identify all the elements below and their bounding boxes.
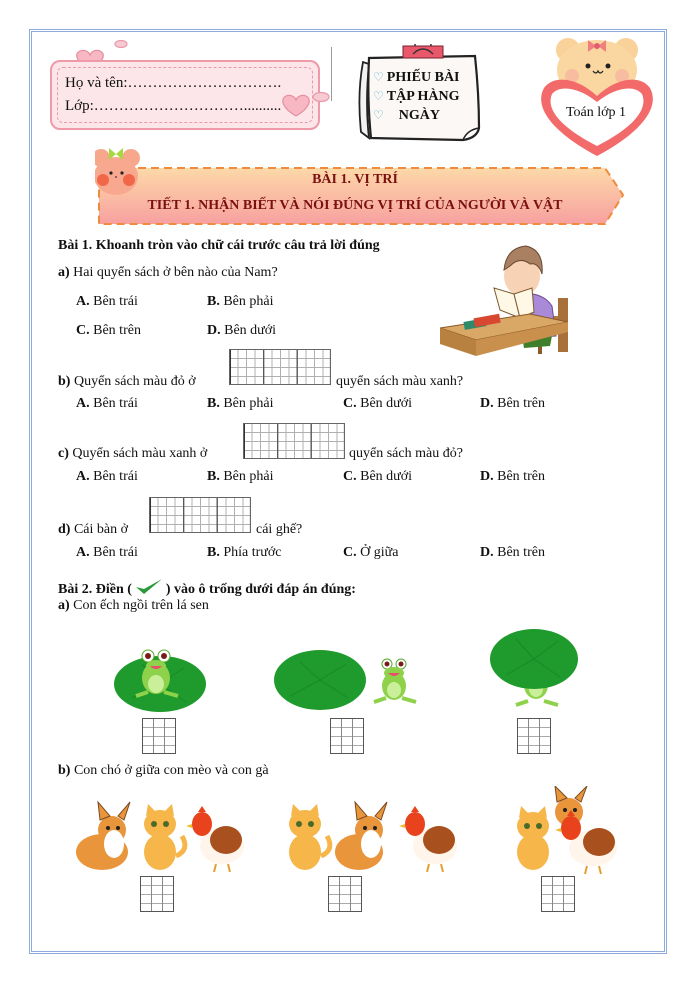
heart-outline-icon: ♡ <box>373 108 384 122</box>
option-text: Bên trái <box>93 545 138 560</box>
answer-grid-1d[interactable] <box>149 497 251 533</box>
note-line-2: TẬP HÀNG <box>386 89 460 104</box>
question-label: a) <box>58 265 70 280</box>
option-1d-D[interactable] <box>480 545 545 561</box>
option-1c-B[interactable] <box>207 469 274 485</box>
question-1a <box>58 265 278 281</box>
option-1d-C[interactable] <box>343 545 398 561</box>
question-text: Hai quyển sách ở bên nào của Nam? <box>73 265 278 280</box>
question-text: Cái bàn ở <box>73 522 129 537</box>
question-1d-after: cái ghế? <box>256 522 303 537</box>
heading-part: Bài 2. Điền ( <box>58 582 132 597</box>
answer-box-2b-3[interactable] <box>541 876 575 912</box>
option-letter: D. <box>480 396 494 411</box>
option-1d-B[interactable] <box>207 545 282 561</box>
lesson-title-banner <box>95 148 630 230</box>
question-text: Quyển sách màu đỏ ở <box>73 374 196 389</box>
lesson-subtitle: TIẾT 1. NHẬN BIẾT VÀ NÓI ĐÚNG VỊ TRÍ CỦA NGƯỜI VÀ VẬT <box>147 198 563 213</box>
lesson-title: BÀI 1. VỊ TRÍ <box>312 172 398 187</box>
exercise-1-heading: Bài 1. Khoanh tròn vào chữ cái trước câu trả lời đúng <box>58 238 380 253</box>
banner-shape <box>95 148 630 230</box>
option-1a-D[interactable] <box>207 323 276 339</box>
option-letter: B. <box>207 469 220 484</box>
option-1c-C[interactable] <box>343 469 412 485</box>
option-letter: C. <box>343 396 357 411</box>
option-letter: C. <box>343 469 357 484</box>
option-letter: A. <box>76 545 90 560</box>
option-text: Ở giữa <box>360 545 399 560</box>
option-letter: B. <box>207 545 220 560</box>
frog-under-lily-pad-picture <box>490 625 580 715</box>
heart-icon <box>278 90 314 118</box>
option-text: Bên phải <box>223 469 274 484</box>
answer-box-2b-1[interactable] <box>140 876 174 912</box>
note-line-1: PHIẾU BÀI <box>386 70 460 85</box>
question-1c-after: quyển sách màu đỏ? <box>349 446 463 461</box>
option-1b-A[interactable] <box>76 396 138 412</box>
question-1d <box>58 522 128 538</box>
question-text: Con chó ở giữa con mèo và con gà <box>73 763 269 778</box>
option-letter: D. <box>207 323 221 338</box>
checkmark-icon <box>134 578 164 596</box>
option-letter: B. <box>207 294 220 309</box>
option-1a-C[interactable] <box>76 323 141 339</box>
question-label: b) <box>58 763 71 778</box>
grade-label: Toán lớp 1 <box>565 105 627 120</box>
answer-grid-1c[interactable] <box>243 423 345 459</box>
option-1a-A[interactable] <box>76 294 138 310</box>
heart-outline-icon: ♡ <box>373 70 384 84</box>
daily-worksheet-note <box>355 44 485 144</box>
heart-outline-icon: ♡ <box>373 89 384 103</box>
option-text: Bên trên <box>93 323 141 338</box>
answer-box-2b-2[interactable] <box>328 876 362 912</box>
question-2b <box>58 763 269 779</box>
dog-cat-hen-picture <box>72 800 252 874</box>
name-field[interactable]: Họ và tên:…………………………. <box>65 75 282 91</box>
option-text: Bên phải <box>223 294 274 309</box>
option-text: Bên dưới <box>360 469 413 484</box>
question-text: Con ếch ngồi trên lá sen <box>73 598 209 613</box>
divider <box>331 47 332 101</box>
question-label: c) <box>58 446 69 461</box>
option-1c-D[interactable] <box>480 469 545 485</box>
answer-box-2a-2[interactable] <box>330 718 364 754</box>
option-letter: C. <box>343 545 357 560</box>
option-1d-A[interactable] <box>76 545 138 561</box>
option-letter: B. <box>207 396 220 411</box>
question-text: Quyển sách màu xanh ở <box>72 446 208 461</box>
option-letter: A. <box>76 294 90 309</box>
question-label: b) <box>58 374 71 389</box>
class-field[interactable]: Lớp:………………………….......... <box>65 98 282 114</box>
option-text: Bên trái <box>93 294 138 309</box>
option-text: Phía trước <box>223 545 282 560</box>
option-1c-A[interactable] <box>76 469 138 485</box>
option-text: Bên trái <box>93 396 138 411</box>
answer-grid-1b[interactable] <box>229 349 331 385</box>
question-label: d) <box>58 522 71 537</box>
question-1b <box>58 374 196 390</box>
option-text: Bên trên <box>497 469 545 484</box>
option-text: Bên dưới <box>224 323 277 338</box>
frog-beside-lily-pad-picture <box>272 648 422 710</box>
cat-dog-hen-picture <box>285 800 465 874</box>
option-letter: C. <box>76 323 90 338</box>
option-letter: A. <box>76 396 90 411</box>
option-letter: A. <box>76 469 90 484</box>
note-line-3: NGÀY <box>398 108 440 123</box>
option-1b-C[interactable] <box>343 396 412 412</box>
boy-reading-illustration <box>440 236 590 360</box>
question-label: a) <box>58 598 70 613</box>
question-2a <box>58 598 209 614</box>
option-text: Bên phải <box>223 396 274 411</box>
option-1a-B[interactable] <box>207 294 274 310</box>
option-text: Bên trên <box>497 545 545 560</box>
grade-badge <box>530 36 662 160</box>
option-text: Bên trên <box>497 396 545 411</box>
frog-on-lily-pad-picture <box>112 638 208 714</box>
option-1b-B[interactable] <box>207 396 274 412</box>
heading-part: ) vào ô trống dưới đáp án đúng: <box>165 582 356 597</box>
answer-box-2a-1[interactable] <box>142 718 176 754</box>
option-text: Bên trái <box>93 469 138 484</box>
answer-box-2a-3[interactable] <box>517 718 551 754</box>
option-letter: D. <box>480 469 494 484</box>
option-text: Bên dưới <box>360 396 413 411</box>
question-1c <box>58 446 207 462</box>
exercise-2-heading <box>58 578 356 598</box>
bear-heart-icon <box>530 36 662 160</box>
option-1b-D[interactable] <box>480 396 545 412</box>
question-1b-after: quyển sách màu xanh? <box>336 374 464 389</box>
heart-icon <box>310 90 332 104</box>
cat-hen-dog-behind-picture <box>505 786 635 876</box>
option-letter: D. <box>480 545 494 560</box>
